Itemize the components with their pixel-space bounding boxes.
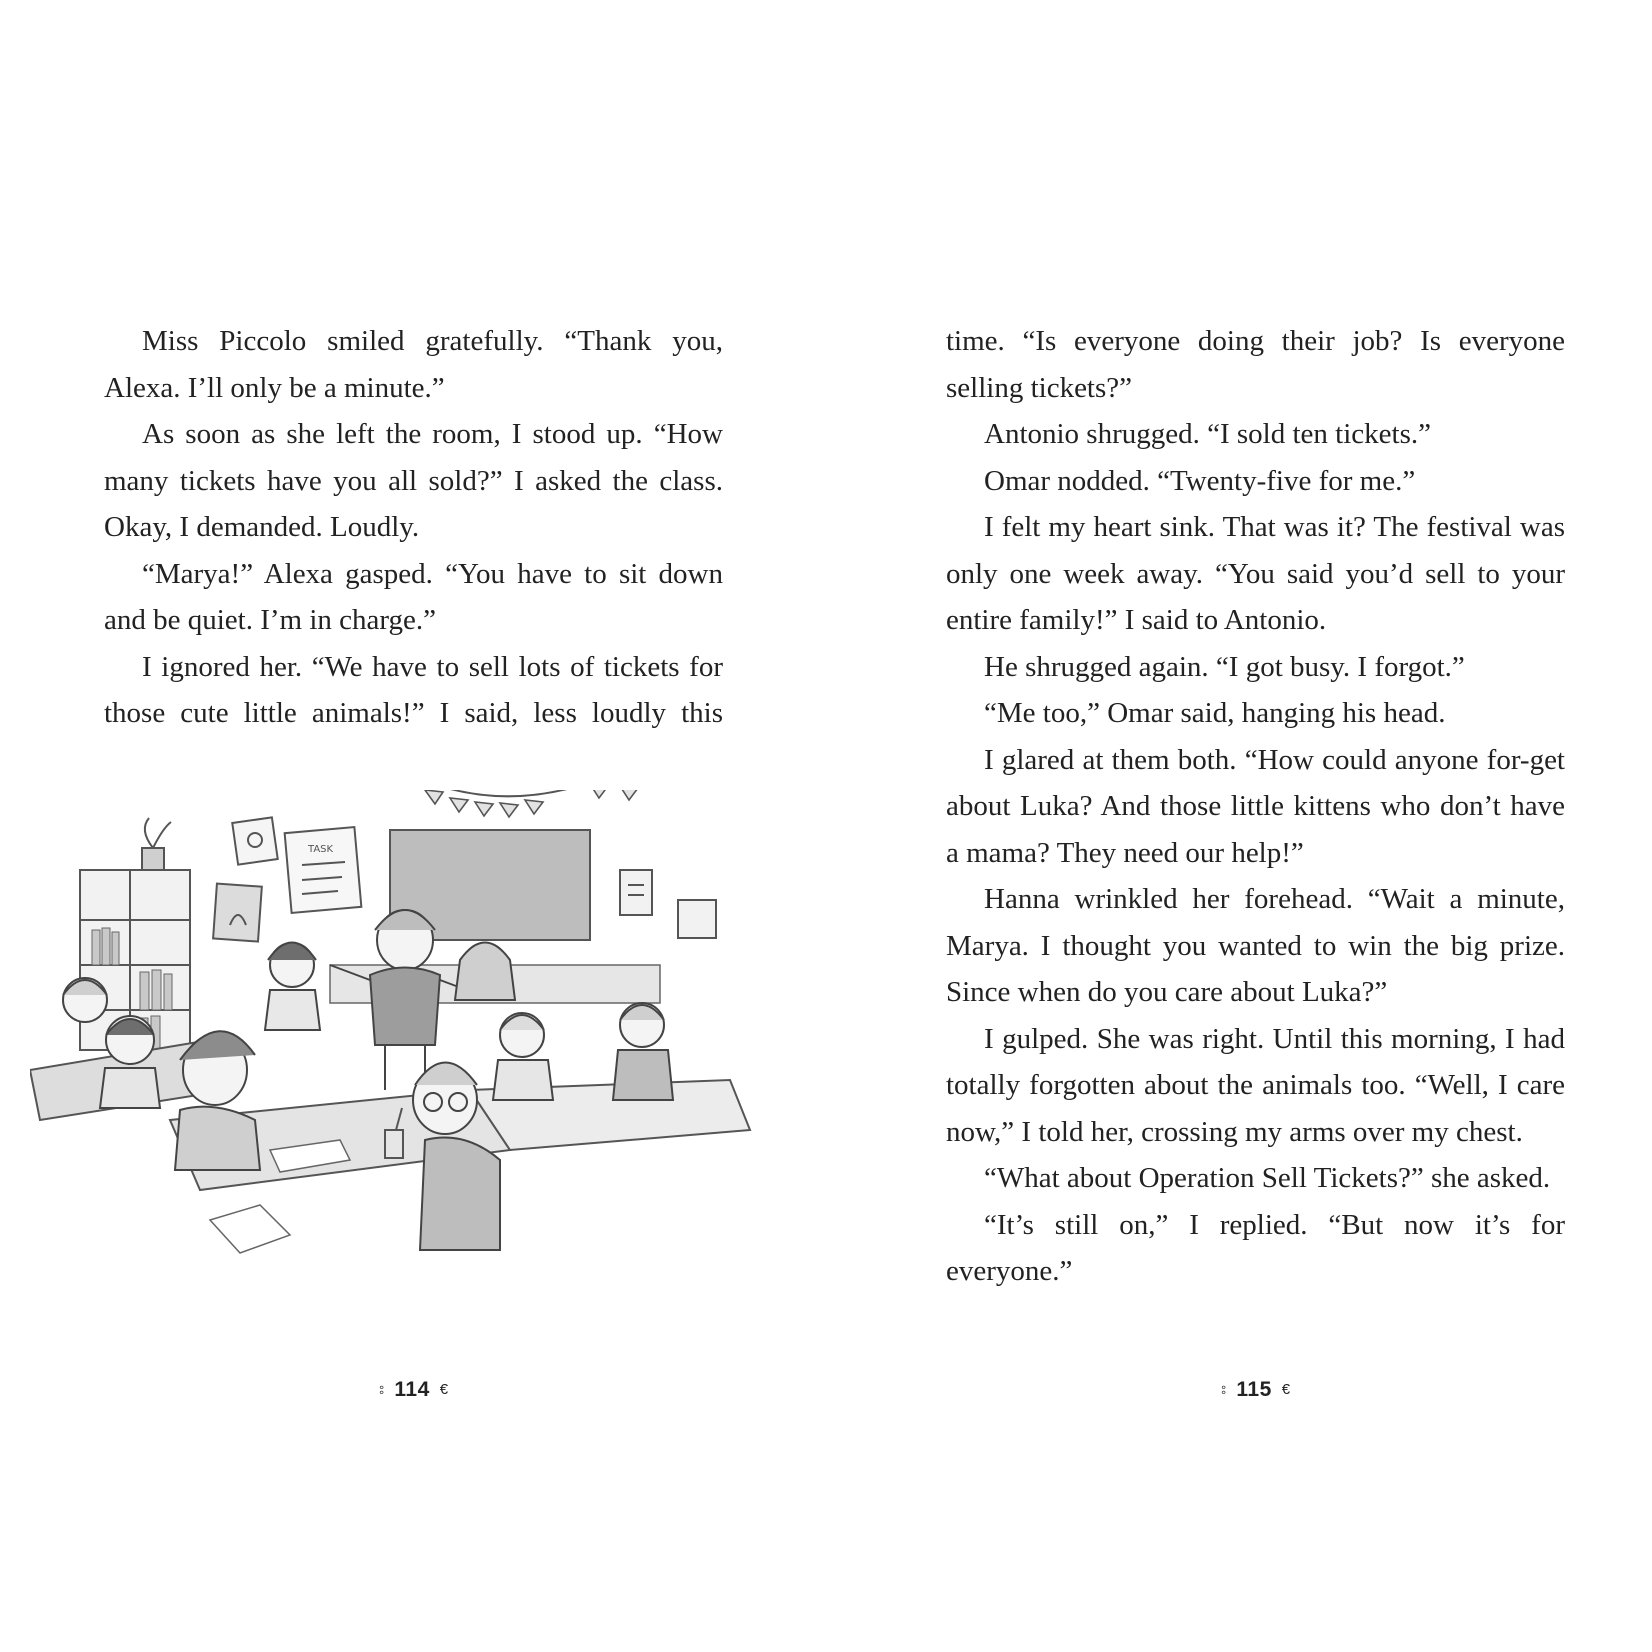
paragraph: I felt my heart sink. That was it? The festival was only one week away. “You said you’d sell to your entire family!” I said to Antonio.: [946, 511, 1565, 636]
paragraph: Hanna wrinkled her forehead. “Wait a minute, Marya. I thought you wanted to win the big prize. Since when do you care about Luka?”: [946, 883, 1565, 1008]
paragraph: “Me too,” Omar said, hanging his head.: [984, 697, 1446, 729]
task-poster: [285, 827, 362, 913]
student-left-1: [63, 978, 107, 1022]
folio-ornament-icon: ⦂: [379, 1381, 385, 1398]
paragraph: I gulped. She was right. Until this morning, I had totally forgotten about the animals too. “Well, I care now,” I told her, crossing my arms over my chest.: [946, 1022, 1565, 1148]
student-middle-right: [493, 1013, 553, 1100]
page-number-right: [1196, 1378, 1316, 1402]
student-curly: [265, 943, 320, 1031]
student-front-left: [175, 1031, 260, 1170]
folio-ornament-icon: ⦂: [1221, 1381, 1227, 1398]
dog-poster: [678, 900, 716, 938]
bunting-flags: [425, 790, 638, 817]
classroom-illustration: [30, 790, 790, 1350]
paragraph: “It’s still on,” I replied. “But now it’s for everyone.”: [946, 1208, 1565, 1287]
paragraph: As soon as she left the room, I stood up. “How many tickets have you all sold?” I asked the class. Okay, I demanded. Loudly.: [104, 418, 723, 543]
paragraph: “Marya!” Alexa gasped. “You have to sit down and be quiet. I’m in charge.”: [104, 557, 723, 636]
student-right: [613, 1003, 673, 1100]
paragraph: Antonio shrugged. “I sold ten tickets.”: [984, 418, 1431, 450]
folio-ornament-icon: €: [439, 1381, 449, 1398]
left-page-text: [104, 318, 723, 737]
paragraph: I glared at them both. “How could anyone for-get about Luka? And those little kittens who don’t have a mama? They need our help!”: [946, 743, 1565, 869]
paragraph: He shrugged again. “I got busy. I forgot.”: [984, 650, 1465, 683]
paragraph: “What about Operation Sell Tickets?” she asked.: [984, 1162, 1551, 1194]
paragraph: time. “Is everyone doing their job? Is everyone selling tickets?”: [946, 325, 1565, 404]
folio-ornament-icon: €: [1281, 1381, 1291, 1398]
page-number-left: [354, 1378, 474, 1402]
student-long-hair: [455, 943, 515, 1001]
note-poster: [620, 870, 652, 915]
paragraph: I ignored her. “We have to sell lots of tickets for those cute little animals!” I said, less loudly this: [104, 650, 723, 729]
page-number: 114: [394, 1378, 430, 1401]
task-poster-label: TASK: [308, 844, 334, 855]
sun-poster: [232, 817, 277, 864]
page-number: 115: [1236, 1378, 1272, 1401]
paragraph: Miss Piccolo smiled gratefully. “Thank you, Alexa. I’ll only be a minute.”: [104, 325, 723, 404]
right-page-text: [946, 318, 1565, 1295]
cat-poster: [213, 884, 262, 942]
plant-icon: [142, 818, 171, 870]
right-page: [826, 0, 1652, 1652]
bunting: [400, 790, 740, 796]
paragraph: Omar nodded. “Twenty-five for me.”: [984, 464, 1416, 497]
